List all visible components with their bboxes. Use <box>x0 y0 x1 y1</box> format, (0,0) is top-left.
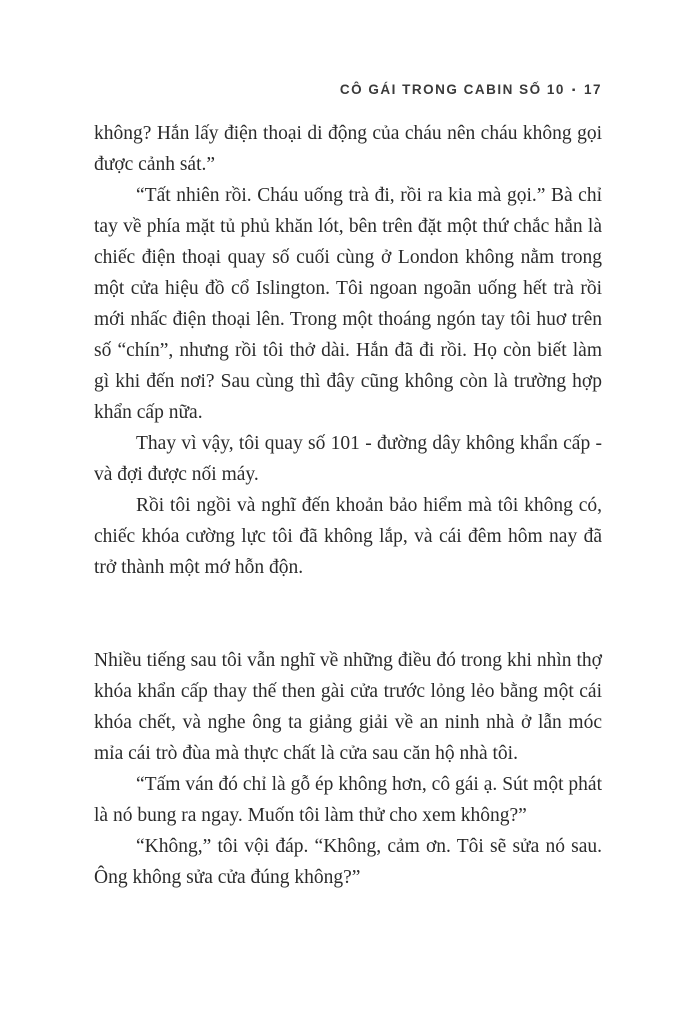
header-separator-icon: ▪ <box>571 85 577 96</box>
paragraph: “Không,” tôi vội đáp. “Không, cảm ơn. Tôi sẽ sửa nó sau. Ông không sửa cửa đúng không?” <box>94 836 602 888</box>
paragraph: Rồi tôi ngồi và nghĩ đến khoản bảo hiểm mà tôi không có, chiếc khóa cường lực tôi đã không lắp, và cái đêm hôm nay đã trở thành một mớ hỗn độn. <box>94 495 602 578</box>
running-header <box>94 82 602 97</box>
paragraph: Thay vì vậy, tôi quay số 101 - đường dây không khẩn cấp - và đợi được nối máy. <box>94 433 602 485</box>
paragraph: “Tấm ván đó chỉ là gỗ ép không hơn, cô gái ạ. Sút một phát là nó bung ra ngay. Muốn tôi làm thử cho xem không?” <box>94 774 602 826</box>
paragraph: “Tất nhiên rồi. Cháu uống trà đi, rồi ra kia mà gọi.” Bà chỉ tay về phía mặt tủ phủ khăn lót, bên trên đặt một thứ chắc hẳn là chiếc điện thoại quay số cuối cùng ở London không nằm trong một cửa hiệu đồ cổ Islington. Tôi ngoan ngoãn uống hết trà rồi mới nhấc điện thoại lên. Trong một thoáng ngón tay tôi huơ trên số “chín”, nhưng rồi tôi thở dài. Hắn đã đi rồi. Họ còn biết làm gì khi đến nơi? Sau cùng thì đây cũng không còn là trường hợp khẩn cấp nữa. <box>94 185 602 423</box>
paragraph: Nhiều tiếng sau tôi vẫn nghĩ về những điều đó trong khi nhìn thợ khóa khẩn cấp thay thế then gài cửa trước lỏng lẻo bằng một cái khóa chết, và nghe ông ta giảng giải về an ninh nhà ở lẫn móc mỉa cái trò đùa mà thực chất là cửa sau căn hộ nhà tôi. <box>94 650 602 764</box>
page-number: 17 <box>583 82 602 97</box>
paragraph: không? Hắn lấy điện thoại di động của cháu nên cháu không gọi được cảnh sát.” <box>94 123 602 175</box>
book-title: CÔ GÁI TRONG CABIN SỐ 10 <box>339 82 565 97</box>
text-body <box>94 118 602 893</box>
